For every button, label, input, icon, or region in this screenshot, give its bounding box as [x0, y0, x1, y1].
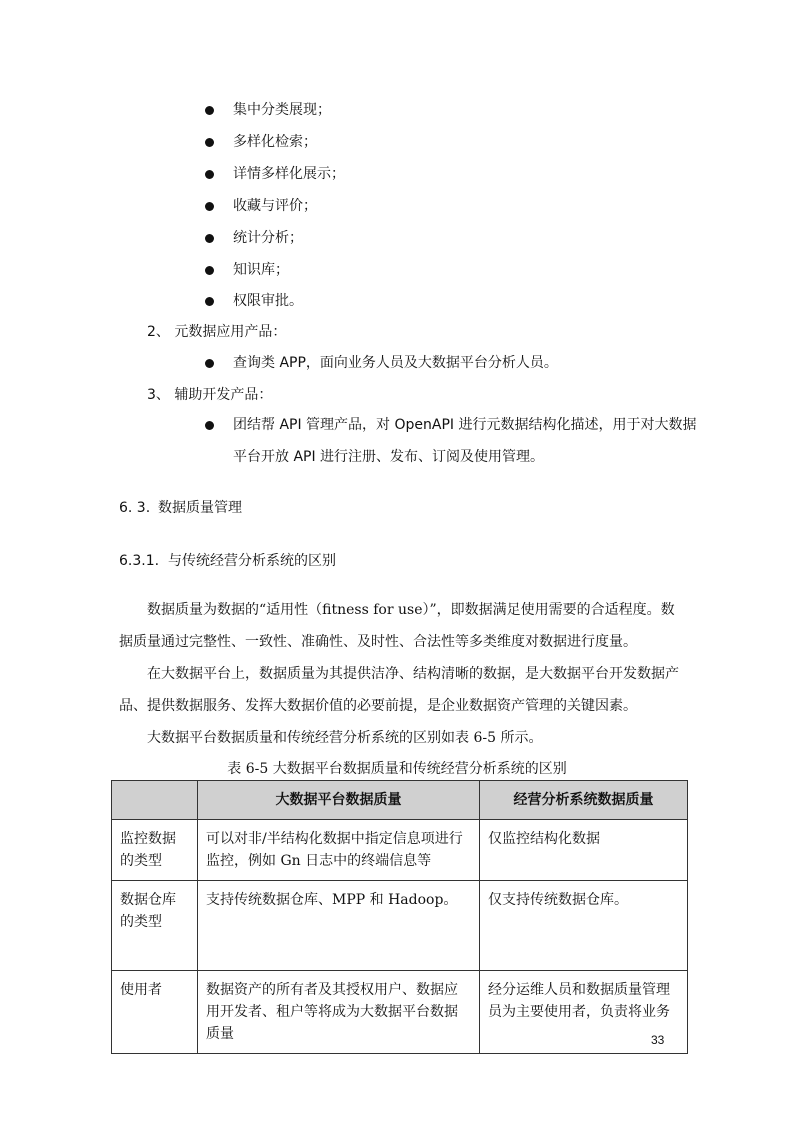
list-item: 查询类 APP，面向业务人员及大数据平台分析人员。 [233, 355, 558, 371]
list-item: 权限审批。 [233, 293, 303, 309]
cell-text: 监控数据的类型 [120, 831, 176, 869]
table-cell [198, 881, 480, 971]
cell-text: 数据仓库的类型 [120, 892, 176, 930]
table-row [112, 881, 688, 971]
bullet-dot-icon [205, 202, 214, 211]
bullet-dot-icon [205, 421, 214, 430]
list-item-continuation: 平台开放 API 进行注册、发布、订阅及使用管理。 [233, 449, 545, 465]
table-cell [198, 820, 480, 881]
table-cell [112, 881, 198, 971]
table-header-row [112, 781, 688, 820]
list-item: 知识库； [233, 262, 289, 278]
comparison-table [111, 780, 688, 1054]
table-header-cell [112, 781, 198, 820]
table-cell [480, 881, 688, 971]
list-item: 集中分类展现； [233, 102, 331, 118]
list-item: 统计分析； [233, 230, 303, 246]
subsection-number: 6.3.1. [119, 553, 160, 569]
list-item: 收藏与评价； [233, 198, 317, 214]
bullet-dot-icon [205, 106, 214, 115]
table-header-cell: 大数据平台数据质量 [198, 781, 480, 820]
bullet-dot-icon [205, 234, 214, 243]
cell-text: 数据资产的所有者及其授权用户、数据应用开发者、租户等将成为大数据平台数据质量 [206, 982, 458, 1042]
paragraph: 数据质量为数据的“适用性（fitness for use）”，即数据满足使用需要的合适程度。数据质量通过完整性、一致性、准确性、及时性、合法性等多类维度对数据进行度量。 [119, 602, 675, 650]
bullet-dot-icon [205, 266, 214, 275]
table-cell [198, 971, 480, 1054]
table-row [112, 820, 688, 881]
bullet-dot-icon [205, 138, 214, 147]
table-header-cell: 经营分析系统数据质量 [480, 781, 688, 820]
list-item: 详情多样化展示； [233, 166, 345, 182]
cell-text: 支持传统数据仓库、MPP 和 Hadoop。 [206, 892, 458, 908]
numbered-item-2-label: 2、 元数据应用产品： [147, 324, 287, 340]
table-row [112, 971, 688, 1054]
numbered-item-3-label: 3、 辅助开发产品： [147, 387, 273, 403]
bullet-dot-icon [205, 297, 214, 306]
page-number: 33 [651, 1033, 665, 1047]
subsection-title: 与传统经营分析系统的区别 [168, 553, 336, 569]
paragraph: 在大数据平台上，数据质量为其提供洁净、结构清晰的数据，是大数据平台开发数据产品、提供数据服务、发挥大数据价值的必要前提，是企业数据资产管理的关键因素。 [119, 666, 679, 714]
table-cell [112, 820, 198, 881]
list-item: 团结帮 API 管理产品，对 OpenAPI 进行元数据结构化描述，用于对大数据 [233, 417, 697, 433]
bullet-dot-icon [205, 359, 214, 368]
section-number: 6. 3. [119, 500, 151, 516]
cell-text: 仅监控结构化数据 [488, 831, 600, 847]
cell-text: 仅支持传统数据仓库。 [488, 892, 628, 908]
table-cell [112, 971, 198, 1054]
section-title: 数据质量管理 [158, 500, 242, 516]
table-cell [480, 820, 688, 881]
table-caption: 表 6-5 大数据平台数据质量和传统经营分析系统的区别 [227, 761, 567, 777]
cell-text: 经分运维人员和数据质量管理员为主要使用者，负责将业务 [488, 982, 670, 1020]
list-item: 多样化检索； [233, 134, 317, 150]
cell-text: 可以对非/半结构化数据中指定信息项进行监控，例如 Gn 日志中的终端信息等 [206, 831, 463, 869]
cell-text: 使用者 [120, 982, 162, 998]
bullet-dot-icon [205, 170, 214, 179]
paragraph: 大数据平台数据质量和传统经营分析系统的区别如表 6-5 所示。 [147, 730, 543, 746]
